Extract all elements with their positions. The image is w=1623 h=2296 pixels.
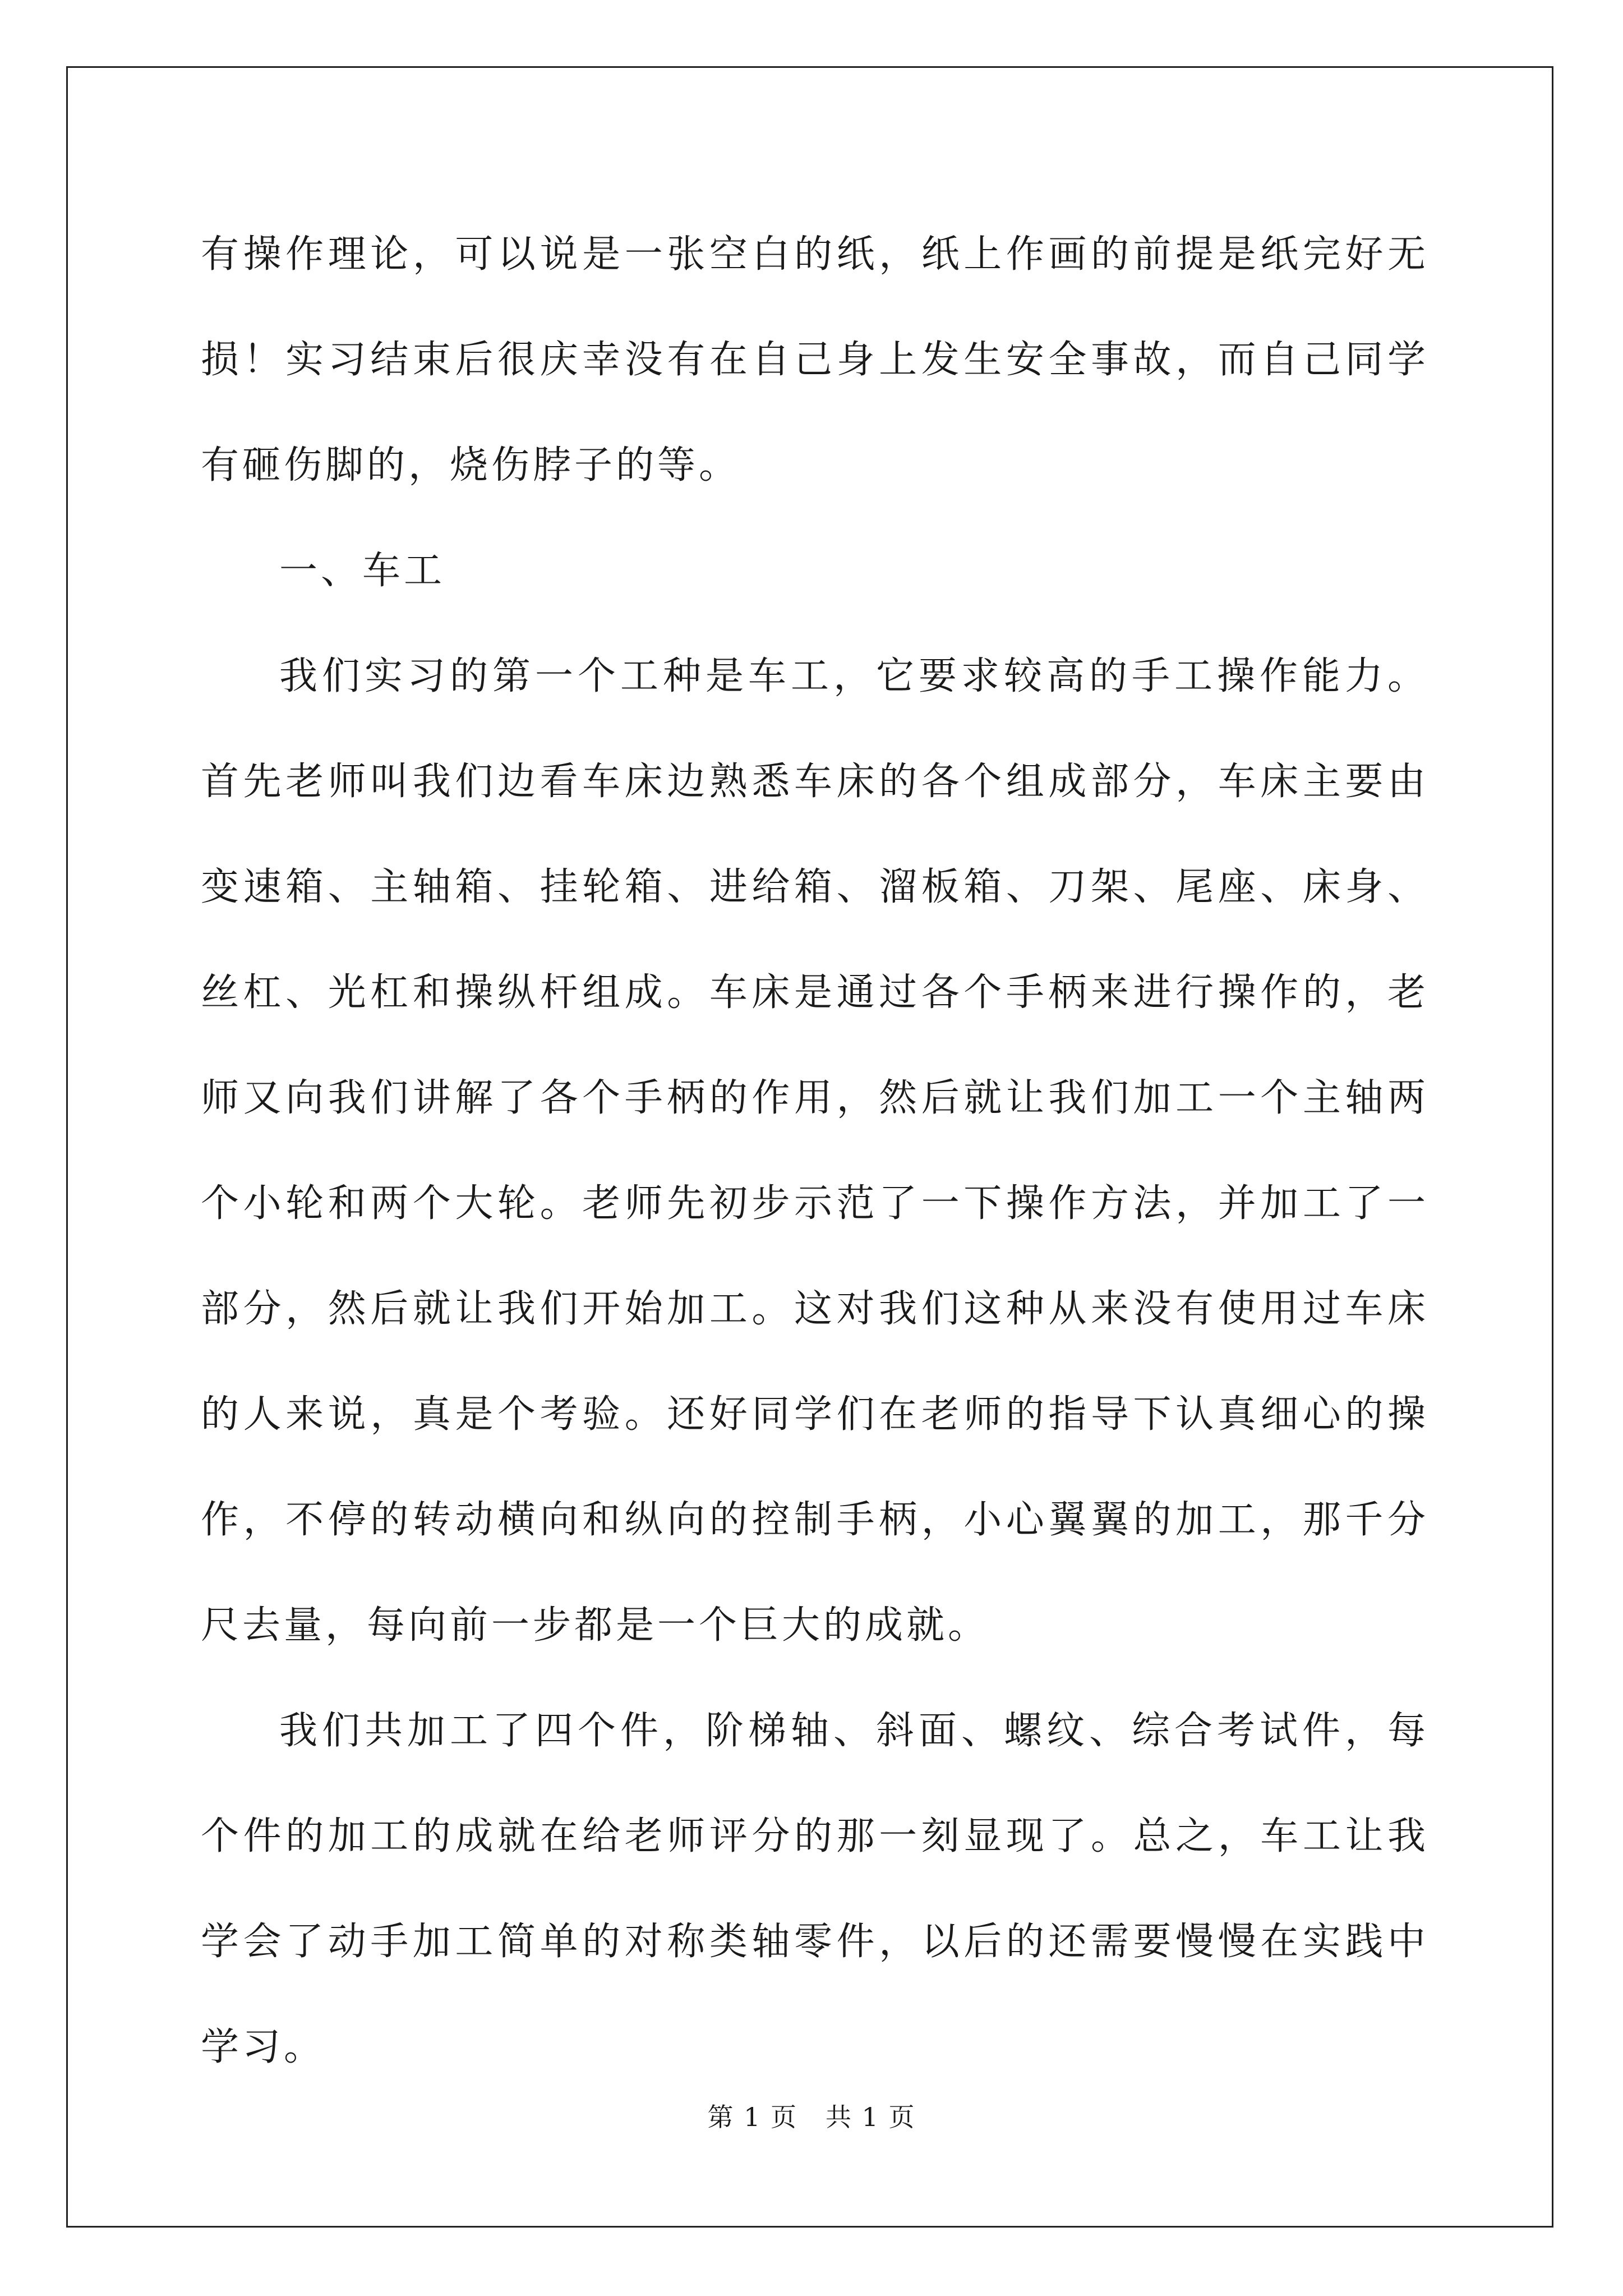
document-body: [201, 202, 1429, 2100]
section-heading-lathe: 一、车工: [279, 549, 446, 593]
paragraph-lathe-summary: 我们共加工了四个件，阶梯轴、斜面、螺纹、综合考试件，每个件的加工的成就在给老师评分的那一刻显现了。总之，车工让我学会了动手加工简单的对称类轴零件，以后的还需要慢慢在实践中学习。: [201, 1709, 1429, 2069]
page-number-total: 共 1 页: [826, 2102, 916, 2132]
page-footer: [0, 2097, 1623, 2134]
paragraph-lathe-description: 我们实习的第一个工种是车工，它要求较高的手工操作能力。首先老师叫我们边看车床边熟悉车床的各个组成部分，车床主要由变速箱、主轴箱、挂轮箱、进给箱、溜板箱、刀架、尾座、床身、丝杠、光杠和操纵杆组成。车床是通过各个手柄来进行操作的，老师又向我们讲解了各个手柄的作用，然后就让我们加工一个主轴两个小轮和两个大轮。老师先初步示范了一下操作方法，并加工了一部分，然后就让我们开始加工。这对我们这种从来没有使用过车床的人来说，真是个考验。还好同学们在老师的指导下认真细心的操作，不停的转动横向和纵向的控制手柄，小心翼翼的加工，那千分尺去量，每向前一步都是一个巨大的成就。: [201, 654, 1429, 1648]
page-number-current: 第 1 页: [707, 2102, 797, 2132]
paragraph-intro-continuation: 有操作理论，可以说是一张空白的纸，纸上作画的前提是纸完好无损！实习结束后很庆幸没有在自己身上发生安全事故，而自己同学有砸伤脚的，烧伤脖子的等。: [201, 232, 1429, 487]
